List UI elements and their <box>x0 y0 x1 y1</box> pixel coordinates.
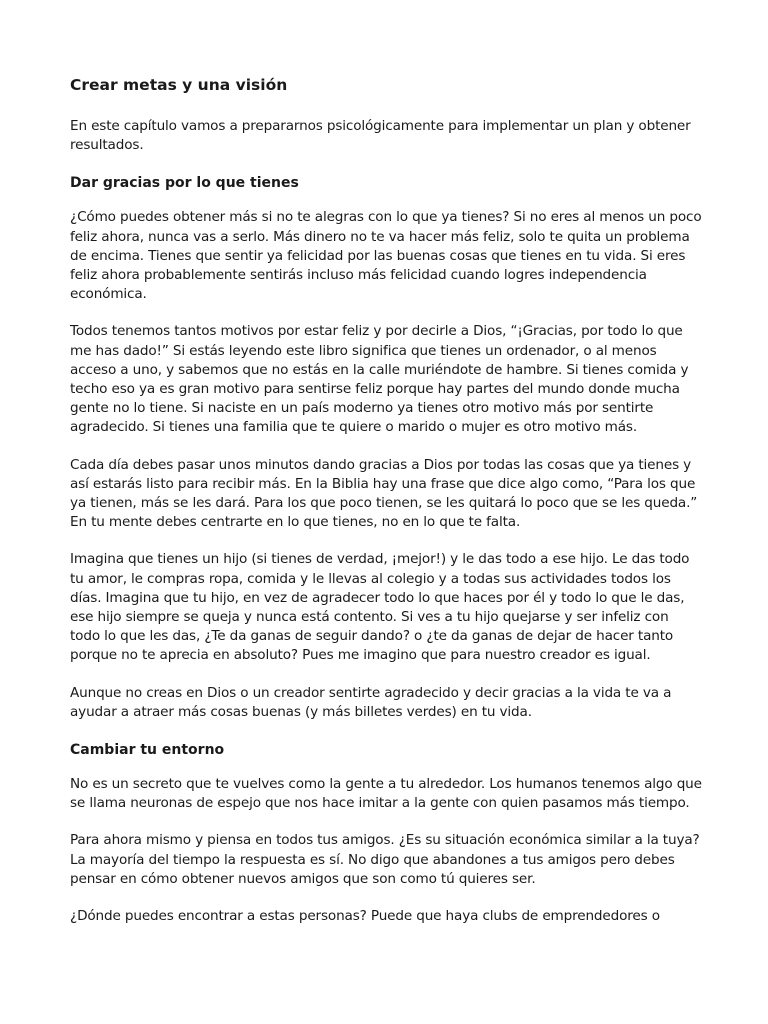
paragraph: Para ahora mismo y piensa en todos tus amigos. ¿Es su situación económica similar a la tuya? La mayoría del tiempo la respuesta es sí. No digo que abandones a tus amigos pero debes pensar en cómo obtener nuevos amigos que son como tú quieres ser. <box>70 832 700 887</box>
paragraph: Todos tenemos tantos motivos por estar feliz y por decirle a Dios, “¡Gracias, por todo lo que me has dado!” Si estás leyendo este libro significa que tienes un ordenador, o al menos acceso a uno, y sabemos que no estás en la calle muriéndote de hambre. Si tienes comida y techo eso ya es gran motivo para sentirse feliz porque hay partes del mundo donde mucha gente no lo tiene. Si naciste en un país moderno ya tienes otro motivo más por sentirte agradecido. Si tienes una familia que te quiere o marido o mujer es otro motivo más. <box>70 323 689 436</box>
paragraph: Aunque no creas en Dios o un creador sentirte agradecido y decir gracias a la vida te va a ayudar a atraer más cosas buenas (y más billetes verdes) en tu vida. <box>70 684 672 720</box>
document-title: Crear metas y una visión <box>70 76 288 94</box>
section-heading-gratitude: Dar gracias por lo que tienes <box>70 175 299 192</box>
paragraph: Imagina que tienes un hijo (si tienes de verdad, ¡mejor!) y le das todo a ese hijo. Le das todo tu amor, le compras ropa, comida y le llevas al colegio y a todas sus actividades todos los días. Imagina que tu hijo, en vez de agradecer todo lo que haces por él y todo lo que le das, ese hijo siempre se queja y nunca está contento. Si ves a tu hijo quejarse y ser infeliz con todo lo que les das, ¿Te da ganas de seguir dando? o ¿te da ganas de dejar de hacer tanto porque no te aprecia en absoluto? Pues me imagino que para nuestro creador es igual. <box>70 551 690 664</box>
document-page <box>70 74 702 944</box>
paragraph: ¿Cómo puedes obtener más si no te alegras con lo que ya tienes? Si no eres al menos un poco feliz ahora, nunca vas a serlo. Más dinero no te va hacer más feliz, solo te quita un problema de encima. Tienes que sentir ya felicidad por las buenas cosas que tienes en tu vida. Si eres feliz ahora probablemente sentirás incluso más felicidad cuando logres independencia económica. <box>70 209 702 303</box>
paragraph: ¿Dónde puedes encontrar a estas personas? Puede que haya clubs de emprendedores o <box>70 908 660 925</box>
intro-paragraph: En este capítulo vamos a prepararnos psicológicamente para implementar un plan y obtener resultados. <box>70 118 691 154</box>
paragraph: Cada día debes pasar unos minutos dando gracias a Dios por todas las cosas que ya tienes y así estarás listo para recibir más. En la Biblia hay una frase que dice algo como, “Para los que ya tienen, más se les dará. Para los que poco tienen, se les quitará lo poco que se les queda.” En tu mente debes centrarte en lo que tienes, no en lo que te falta. <box>70 456 698 531</box>
paragraph: No es un secreto que te vuelves como la gente a tu alrededor. Los humanos tenemos algo que se llama neuronas de espejo que nos hace imitar a la gente con quien pasamos más tiempo. <box>70 776 702 812</box>
section-heading-environment: Cambiar tu entorno <box>70 742 225 759</box>
